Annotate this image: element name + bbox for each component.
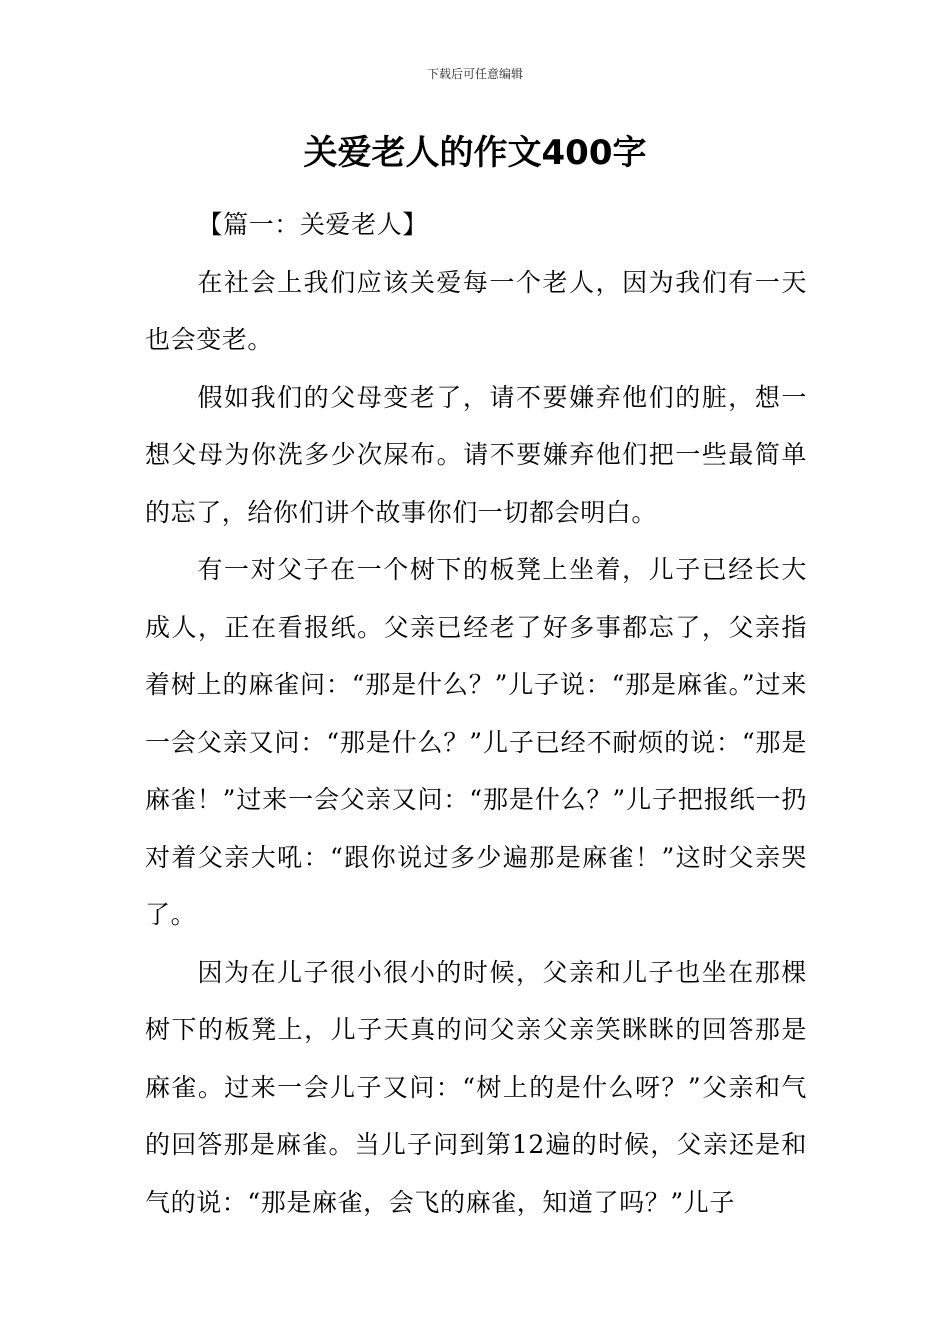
document-body	[145, 196, 807, 1231]
paragraph-2: 假如我们的父母变老了，请不要嫌弃他们的脏，想一想父母为你洗多少次屎布。请不要嫌弃他们把一些最简单的忘了，给你们讲个故事你们一切都会明白。	[145, 382, 807, 527]
paragraph-3: 有一对父子在一个树下的板凳上坐着，儿子已经长大成人，正在看报纸。父亲已经老了好多事都忘了，父亲指着树上的麻雀问：“那是什么？”儿子说：“那是麻雀。”过来一会父亲又问：“那是什么？”儿子已经不耐烦的说：“那是麻雀！”过来一会父亲又问：“那是什么？”儿子把报纸一扔对着父亲大吼：“跟你说过多少遍那是麻雀！”这时父亲哭了。	[145, 555, 807, 929]
document-title: 关爱老人的作文400字	[303, 133, 647, 173]
header-note: 下载后可任意编辑	[426, 67, 523, 81]
section-heading: 【篇一：关爱老人】	[197, 210, 428, 239]
paragraph-1: 在社会上我们应该关爱每一个老人，因为我们有一天也会变老。	[145, 267, 807, 354]
paragraph-4: 因为在儿子很小很小的时候，父亲和儿子也坐在那棵树下的板凳上，儿子天真的问父亲父亲笑眯眯的回答那是麻雀。过来一会儿子又问：“树上的是什么呀？”父亲和气的回答那是麻雀。当儿子问到第12遍的时候，父亲还是和气的说：“那是麻雀，会飞的麻雀，知道了吗？”儿子	[145, 957, 807, 1217]
